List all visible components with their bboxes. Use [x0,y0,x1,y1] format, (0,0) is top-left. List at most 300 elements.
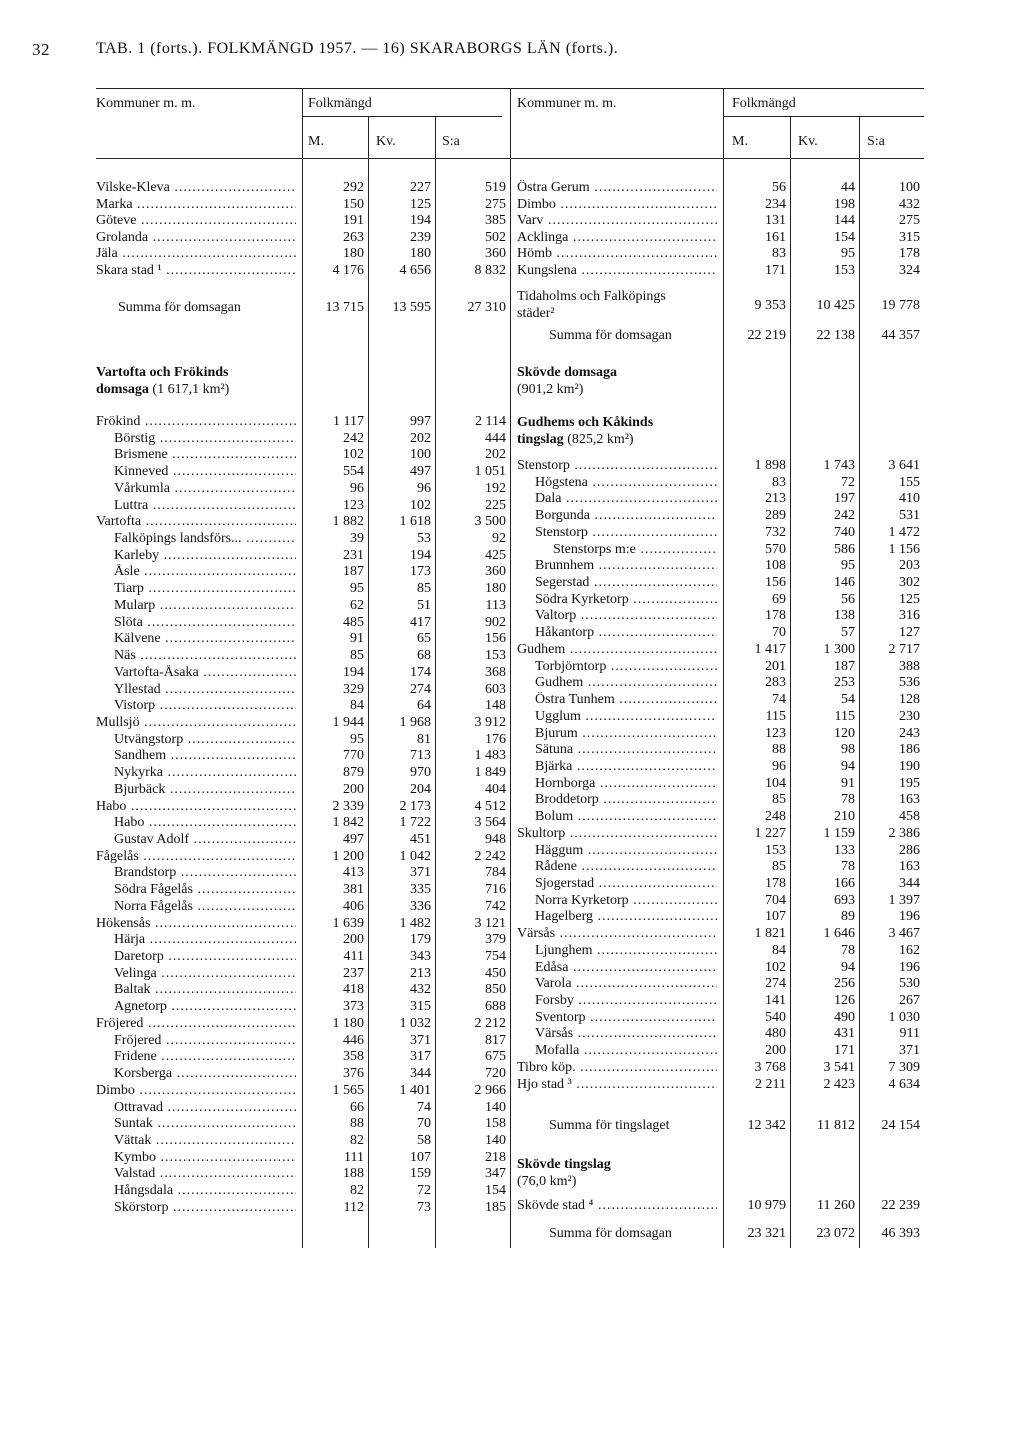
value-men: 1 227 [754,825,786,841]
value-men: 2 339 [332,798,364,814]
row-name: Brismene ..... [114,447,296,463]
value-total: 275 [899,213,920,229]
value-men: 107 [765,909,786,925]
value-women: 125 [410,196,431,212]
value-women: 144 [834,213,855,229]
value-women: 1 646 [823,926,855,942]
row-name: Hornborga ..... [535,776,717,792]
value-men: 1 180 [332,1015,364,1031]
municipality-row [96,960,924,976]
row-name: Härja ..... [114,932,296,948]
row-name: Gudhem ..... [517,642,717,658]
value-total: 2 114 [475,414,506,429]
value-total: 754 [485,949,506,965]
value-women: 58 [417,1132,431,1148]
value-men: 231 [343,547,364,563]
value-women: 72 [417,1183,431,1199]
value-men: 191 [343,213,364,229]
municipality-row [96,1100,924,1116]
row-name: Stenstorp ..... [535,525,717,541]
value-men: 289 [765,508,786,524]
row-name: Baltak ..... [114,982,296,998]
value-women: 13 595 [392,300,431,315]
value-men: 1 417 [754,641,786,657]
value-women: 317 [410,1049,431,1065]
col-kv-left: Kv. [376,134,396,149]
value-total: 1 156 [888,541,920,557]
value-women: 187 [834,658,855,674]
col-m-right: M. [732,134,748,149]
value-total: 3 564 [474,815,506,831]
value-men: 3 768 [754,1059,786,1075]
value-men: 446 [343,1032,364,1048]
row-name: Bjurbäck ..... [114,782,296,798]
value-men: 358 [343,1049,364,1065]
page-header [32,40,619,59]
value-women: 490 [834,1009,855,1025]
value-women: 451 [410,832,431,847]
municipality-row [96,213,924,229]
value-women: 693 [834,892,855,908]
value-total: 128 [899,692,920,708]
value-men: 150 [343,196,364,212]
value-men: 91 [350,631,364,647]
row-name: Skövde stad ⁴ ..... [517,1198,717,1214]
value-total: 155 [899,474,920,490]
row-name: Grolanda ..... [96,230,296,246]
value-women: 1 743 [823,458,855,473]
value-total: 902 [485,614,506,630]
value-men: 171 [765,263,786,278]
value-women: 417 [410,614,431,630]
value-total: 275 [485,196,506,212]
value-men: 4 176 [332,263,364,278]
value-men: 1 842 [332,815,364,831]
value-men: 274 [765,976,786,992]
municipality-row [96,692,924,708]
value-men: 84 [772,942,786,958]
row-name: Suntak ..... [114,1116,296,1132]
value-women: 100 [410,447,431,463]
row-name: Karleby ..... [114,548,296,564]
value-men: 85 [772,859,786,875]
value-women: 154 [834,229,855,245]
row-name: Summa för domsagan [118,300,241,315]
municipality-row [96,1166,924,1182]
municipality-row [96,993,924,1009]
skovde-tingslag-name: Skövde tingslag [517,1157,611,1172]
row-name: Dimbo ..... [517,197,717,213]
value-total: 3 641 [888,458,920,473]
skovde-tingslag-area: (76,0 km²) [517,1174,577,1189]
municipality-row [96,726,924,742]
row-name: Stenstorp ..... [517,458,717,474]
value-total: 1 483 [474,748,506,764]
municipality-row [96,508,924,524]
value-total: 2 212 [474,1015,506,1031]
row-name: Östra Gerum ..... [517,180,717,196]
municipality-row [96,608,924,624]
value-men: 704 [765,892,786,908]
value-total: 243 [899,725,920,741]
value-women: 213 [410,965,431,981]
value-total: 368 [485,664,506,680]
value-women: 138 [834,608,855,624]
municipality-row [96,1043,924,1059]
value-total: 458 [899,809,920,825]
value-women: 173 [410,564,431,580]
value-women: 11 260 [817,1198,855,1213]
row-name: Värsås ..... [517,926,717,942]
row-name: Valstad ..... [114,1166,296,1182]
value-men: 329 [343,681,364,697]
row-name: Värsås ..... [535,1026,717,1042]
value-men: 263 [343,229,364,245]
municipality-row [96,893,924,909]
row-name: Brunnhem ..... [535,558,717,574]
row-name: Skara stad ¹ ..... [96,263,296,279]
value-total: 3 121 [474,915,506,931]
value-men: 111 [344,1149,364,1165]
value-men: 283 [765,675,786,691]
value-men: 1 944 [332,714,364,730]
value-total: 163 [899,859,920,875]
value-women: 56 [841,591,855,607]
value-men: 123 [343,497,364,513]
municipality-row [96,859,924,875]
value-total: 178 [899,246,920,262]
value-women: 11 812 [817,1118,855,1133]
value-men: 188 [343,1166,364,1182]
row-name: Habo ..... [96,799,296,815]
value-total: 22 239 [881,1198,920,1213]
value-total: 225 [485,497,506,513]
municipality-row [96,926,924,942]
value-men: 161 [765,229,786,245]
row-name: Skultorp ..... [517,826,717,842]
value-men: 1 117 [333,414,364,429]
col-sa-left: S:a [442,134,460,149]
municipality-row [96,792,924,808]
value-women: 70 [417,1116,431,1132]
row-name: Mullsjö ..... [96,715,296,731]
value-men: 83 [772,246,786,262]
row-name: Hångsdala ..... [114,1183,296,1199]
value-men: 406 [343,898,364,914]
value-men: 56 [772,180,786,195]
row-name: Göteve ..... [96,213,296,229]
folkmangd-left-rule [302,116,502,117]
value-total: 675 [485,1049,506,1065]
row-name: Luttra ..... [114,498,296,514]
municipality-row [96,809,924,825]
value-women: 1 618 [399,514,431,530]
value-total: 536 [899,675,920,691]
value-men: 1 565 [332,1082,364,1098]
value-total: 519 [485,180,506,195]
value-total: 153 [485,648,506,664]
value-total: 186 [899,742,920,758]
value-men: 102 [765,959,786,975]
value-total: 3 912 [474,714,506,730]
value-total: 347 [485,1166,506,1182]
value-men: 88 [772,742,786,758]
row-name: Ottravad ..... [114,1100,296,1116]
value-women: 2 423 [823,1076,855,1092]
value-women: 133 [834,842,855,858]
col-sa-right: S:a [867,134,885,149]
row-name: Daretorp ..... [114,949,296,965]
value-total: 720 [485,1066,506,1082]
row-name: Edåsa ..... [535,960,717,976]
value-men: 83 [772,474,786,490]
value-men: 23 321 [747,1226,786,1241]
value-men: 2 211 [755,1076,786,1092]
row-name: Vårkumla ..... [114,481,296,497]
municipality-row [96,943,924,959]
value-total: 218 [485,1149,506,1165]
value-total: 3 500 [474,514,506,530]
value-total: 192 [485,480,506,496]
municipality-row [96,976,924,992]
value-men: 39 [350,531,364,547]
value-total: 190 [899,758,920,774]
row-name: Velinga ..... [114,966,296,982]
row-name: Sandhem ..... [114,748,296,764]
value-women: 194 [410,547,431,563]
row-name: Hjo stad ³ ..... [517,1077,717,1093]
value-women: 94 [841,758,855,774]
municipality-row [96,659,924,675]
value-total: 4 512 [474,798,506,814]
value-total: 948 [485,832,506,847]
value-women: 81 [417,731,431,747]
value-women: 174 [410,664,431,680]
value-men: 413 [343,865,364,881]
col-folkmangd-right: Folkmängd [732,96,796,111]
value-women: 2 173 [399,798,431,814]
vartofta-title-line1: Vartofta och Frökinds [96,365,229,380]
municipality-row [96,1060,924,1076]
col-kommuner-left: Kommuner m. m. [96,96,196,111]
row-name: Utvängstorp ..... [114,732,296,748]
value-total: 286 [899,842,920,858]
value-men: 85 [350,648,364,664]
row-name: Ugglum ..... [535,709,717,725]
value-total: 1 051 [474,464,506,480]
value-total: 388 [899,658,920,674]
value-men: 292 [343,180,364,195]
municipality-row [96,558,924,574]
row-name: Bolum ..... [535,809,717,825]
value-men: 95 [350,581,364,597]
municipality-row [96,230,924,246]
municipality-row [96,1150,924,1166]
value-women: 54 [841,692,855,708]
value-women: 344 [410,1066,431,1082]
municipality-row [96,180,924,196]
value-women: 68 [417,648,431,664]
value-total: 156 [485,631,506,647]
municipality-row [96,458,924,474]
vartofta-title-line2: domsaga [96,382,149,397]
value-women: 1 159 [823,825,855,841]
value-women: 78 [841,792,855,808]
row-name: Sjogerstad ..... [535,876,717,892]
value-men: 96 [350,480,364,496]
row-name: Norra Kyrketorp ..... [535,893,717,909]
value-men: 200 [765,1043,786,1059]
value-men: 879 [343,765,364,781]
value-women: 171 [834,1043,855,1059]
summary-row [96,1118,924,1134]
municipality-row [96,575,924,591]
row-name: Varv ..... [517,213,717,229]
value-women: 57 [841,625,855,641]
value-men: 82 [350,1183,364,1199]
value-women: 89 [841,909,855,925]
value-men: 22 219 [747,328,786,343]
row-name: Vilske-Kleva ..... [96,180,296,196]
row-name: Kymbo ..... [114,1150,296,1166]
value-women: 120 [834,725,855,741]
value-women: 44 [841,180,855,195]
value-men: 112 [343,1199,364,1215]
value-total: 315 [899,229,920,245]
value-men: 1 821 [754,926,786,942]
value-total: 371 [899,1043,920,1059]
value-total: 92 [492,531,506,547]
value-men: 104 [765,775,786,791]
row-name: Frökind ..... [96,414,296,430]
row-name: Segerstad ..... [535,575,717,591]
municipality-row [96,1198,924,1214]
value-total: 444 [485,430,506,446]
value-women: 102 [410,497,431,513]
row-name: Gudhem ..... [535,675,717,691]
value-total: 24 154 [881,1118,920,1133]
value-men: 12 342 [747,1118,786,1133]
value-total: 1 472 [888,524,920,540]
value-total: 1 397 [888,892,920,908]
value-women: 22 138 [816,328,855,343]
tidaholm-row [96,298,924,314]
folkmangd-right-rule [723,116,924,117]
value-women: 96 [417,480,431,496]
value-women: 256 [834,976,855,992]
value-total: 450 [485,965,506,981]
value-women: 74 [417,1099,431,1115]
row-name: Broddetorp ..... [535,792,717,808]
row-name: Marka ..... [96,197,296,213]
value-men: 1 639 [332,915,364,931]
value-men: 540 [765,1009,786,1025]
value-men: 497 [343,832,364,847]
value-women: 432 [410,982,431,998]
value-women: 210 [834,809,855,825]
value-men: 178 [765,608,786,624]
value-men: 376 [343,1066,364,1082]
row-name: Jäla ..... [96,246,296,262]
value-total: 425 [485,547,506,563]
value-men: 13 715 [325,300,364,315]
value-men: 66 [350,1099,364,1115]
value-men: 554 [343,464,364,480]
municipality-row [96,542,924,558]
value-men: 1 882 [332,514,364,530]
value-total: 267 [899,993,920,1009]
gudhem-area: (825,2 km²) [567,432,634,447]
value-men: 248 [765,809,786,825]
row-name: Habo ..... [114,815,296,831]
municipality-row [96,675,924,691]
tidaholm-line2: städer² [517,306,555,321]
value-total: 2 242 [474,848,506,864]
gudhem-title-line2: tingslag [517,432,564,447]
value-total: 100 [899,180,920,195]
population-table [96,88,924,1248]
col-kommuner-right: Kommuner m. m. [517,96,617,111]
municipality-row [96,1026,924,1042]
row-name: Bjurum ..... [535,726,717,742]
municipality-row [96,592,924,608]
value-men: 234 [765,196,786,212]
value-women: 343 [410,949,431,965]
row-name: Fröjered ..... [114,1033,296,1049]
row-name: Hagelberg ..... [535,909,717,925]
value-total: 3 467 [888,926,920,942]
page-number: 32 [32,40,50,59]
value-women: 107 [410,1149,431,1165]
row-name: Åsle ..... [114,564,296,580]
municipality-row [96,742,924,758]
col-folkmangd-left: Folkmängd [308,96,372,111]
value-women: 315 [410,999,431,1015]
skovde-domsaga-area: (901,2 km²) [517,382,584,397]
value-women: 126 [834,993,855,1009]
value-women: 23 072 [816,1226,855,1241]
value-total: 410 [899,491,920,507]
value-men: 96 [772,758,786,774]
row-name: Falköpings landsförs... ..... [114,531,296,547]
municipality-row [96,876,924,892]
value-men: 82 [350,1132,364,1148]
value-total: 148 [485,698,506,714]
value-total: 360 [485,246,506,262]
row-name: Nykyrka ..... [114,765,296,781]
value-total: 44 357 [881,328,920,343]
row-name: Tiarp ..... [114,581,296,597]
value-men: 200 [343,781,364,797]
row-name: Fågelås ..... [96,849,296,865]
page-title: TAB. 1 (forts.). FOLKMÄNGD 1957. — 16) SKARABORGS LÄN (forts.). [96,40,619,57]
row-name: Börstig ..... [114,431,296,447]
value-women: 242 [834,508,855,524]
value-women: 586 [834,541,855,557]
value-men: 732 [765,524,786,540]
value-total: 140 [485,1132,506,1148]
municipality-row [96,263,924,279]
row-name: Håkantorp ..... [535,625,717,641]
row-name: Korsberga ..... [114,1066,296,1082]
value-total: 531 [899,508,920,524]
value-men: 1 200 [332,848,364,864]
value-women: 740 [834,524,855,540]
value-men: 237 [343,965,364,981]
value-women: 78 [841,942,855,958]
row-name: Valtorp ..... [535,608,717,624]
value-total: 530 [899,976,920,992]
